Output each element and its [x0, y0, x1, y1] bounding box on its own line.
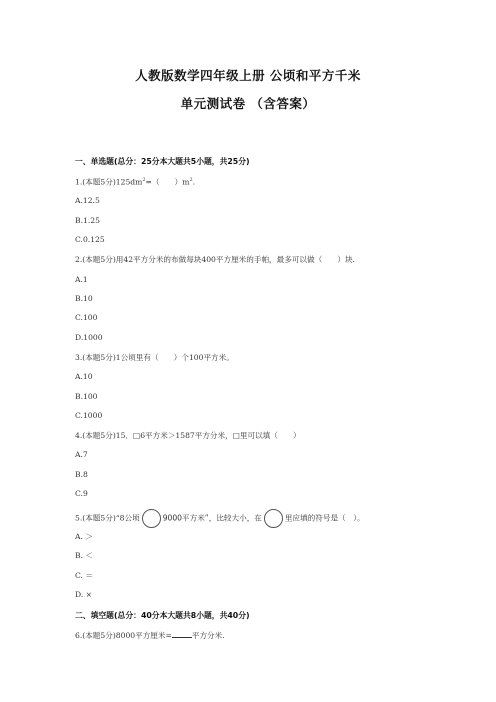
option-5d: D. ×: [75, 590, 93, 599]
option-2b: B.10: [75, 294, 93, 303]
page-title: 人教版数学四年级上册 公顷和平方千米: [135, 68, 361, 83]
option-4b: B.8: [75, 470, 88, 479]
option-4c: C.9: [75, 489, 88, 498]
option-2a: A.1: [75, 275, 88, 284]
option-4a: A.7: [75, 450, 88, 459]
section-heading-single-choice: 一、单选题(总分：25分本大题共5小题，共25分): [75, 157, 250, 166]
option-3a: A.10: [75, 372, 93, 381]
question-4: 4.(本题5分)15．□6平方米＞1587平方分米，□里可以填（ ）: [75, 431, 301, 440]
option-5b: B. ＜: [75, 551, 94, 560]
question-6: 6.(本题5分)8000平方厘米= 平方分米.: [75, 631, 225, 640]
blank-circle-icon: [142, 509, 161, 528]
option-1c: C.0.125: [75, 235, 105, 244]
section-heading-fill-blank: 二、填空题(总分：40分本大题共8小题，共40分): [75, 611, 250, 620]
option-3b: B.100: [75, 392, 98, 401]
question-5: 5.(本题5分)“8公顷 9000平方米”，比较大小，在 里应填的符号是（ ）。: [75, 509, 365, 528]
option-5a: A. ＞: [75, 532, 93, 541]
question-2: 2.(本题5分)用42平方分米的布做每块400平方厘米的手帕，最多可以做（ ）块.: [75, 255, 355, 264]
option-5c: C. ＝: [75, 571, 93, 580]
option-3c: C.1000: [75, 411, 103, 420]
blank-circle-icon: [264, 509, 283, 528]
answer-blank: [172, 629, 192, 638]
question-1: 1.(本题5分)$125dm^2=$（ ）$m^2$.: [75, 177, 196, 187]
option-1a: A.12.5: [75, 196, 100, 205]
option-1b: B.1.25: [75, 216, 100, 225]
page-subtitle: 单元测试卷 （含答案）: [180, 96, 316, 111]
question-3: 3.(本题5分)1公顷里有（ ）个100平方米。: [75, 353, 234, 362]
option-2d: D.1000: [75, 333, 103, 342]
option-2c: C.100: [75, 313, 98, 322]
